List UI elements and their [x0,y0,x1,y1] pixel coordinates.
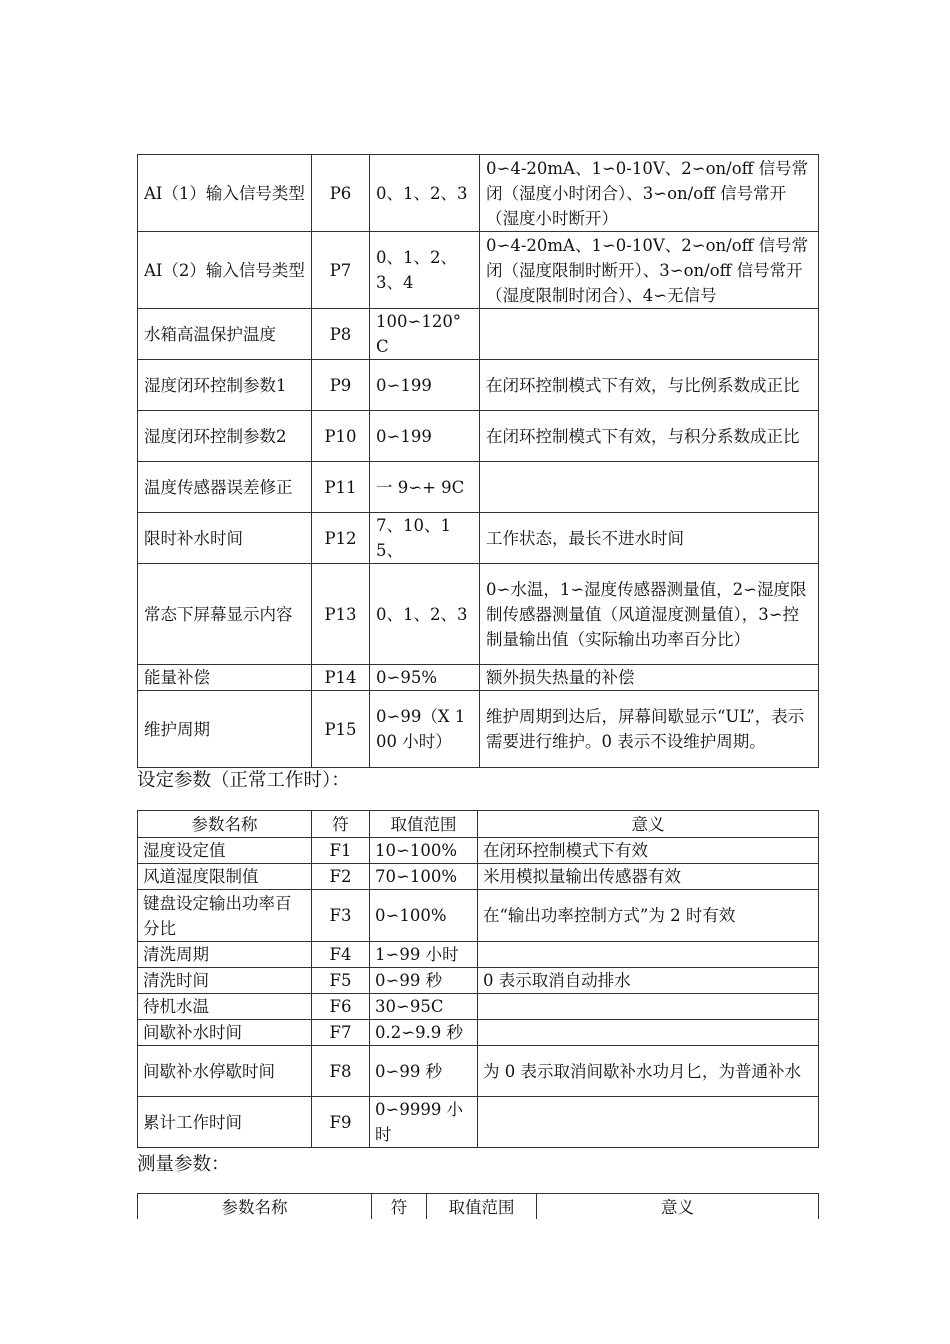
column-header-name: 参数名称 [138,1194,372,1221]
column-header-symbol: 符 [312,811,370,838]
param-symbol: P7 [312,232,370,309]
table-row [138,942,819,968]
param-range: 0∽9999 小时 [370,1097,478,1148]
table-row [138,309,819,360]
param-symbol: F9 [312,1097,370,1148]
param-meaning [480,462,819,513]
param-name: 间歇补水时间 [138,1020,312,1046]
param-name: 待机水温 [138,994,312,1020]
param-name: 间歇补水停歇时间 [138,1046,312,1097]
param-name: 湿度闭环控制参数2 [138,411,312,462]
param-symbol: F6 [312,994,370,1020]
param-symbol: P12 [312,513,370,564]
param-range: 0∽100% [370,890,478,942]
param-range: 0∽95% [370,665,480,691]
table-row [138,232,819,309]
table-row [138,462,819,513]
param-meaning: 为 0 表示取消间歇补水功月匕，为普通补水 [478,1046,819,1097]
table-row [138,513,819,564]
column-header-meaning: 意义 [478,811,819,838]
table-row [138,890,819,942]
param-symbol: P11 [312,462,370,513]
param-name: 湿度闭环控制参数1 [138,360,312,411]
param-meaning: 在闭环控制模式下有效，与比例系数成正比 [480,360,819,411]
table-row [138,1020,819,1046]
param-name: 风道湿度限制值 [138,864,312,890]
param-meaning: 维护周期到达后，屏幕间歇显示“UL”，表示需要进行维护。0 表示不设维护周期。 [480,691,819,768]
param-name: 限时补水时间 [138,513,312,564]
p-params-table [137,154,819,768]
param-symbol: F8 [312,1046,370,1097]
param-meaning: 额外损失热量的补偿 [480,665,819,691]
param-range: 10∽100% [370,838,478,864]
param-range: 0∽99 秒 [370,968,478,994]
param-name: AI（1）输入信号类型 [138,155,312,232]
param-symbol: F4 [312,942,370,968]
param-range: 7、10、15、 [370,513,480,564]
table-row [138,968,819,994]
param-range: 100∽120°C [370,309,480,360]
param-meaning: 工作状态，最长不进水时间 [480,513,819,564]
param-range: 0∽99（X 100 小时） [370,691,480,768]
param-range: 0.2∽9.9 秒 [370,1020,478,1046]
column-header-symbol: 符 [372,1194,427,1221]
table-row [138,564,819,665]
param-range: 70∽100% [370,864,478,890]
param-symbol: P14 [312,665,370,691]
param-meaning [480,309,819,360]
param-meaning: 0∽4-20mA、1∽0-10V、2∽on/off 信号常闭（湿度小时闭合）、3∽on/off 信号常开（湿度小时断开） [480,155,819,232]
param-symbol: F7 [312,1020,370,1046]
param-name: 常态下屏幕显示内容 [138,564,312,665]
param-symbol: P8 [312,309,370,360]
table-row [138,864,819,890]
column-header-meaning: 意义 [537,1194,819,1221]
param-meaning: 在闭环控制模式下有效，与积分系数成正比 [480,411,819,462]
param-range: 0∽199 [370,411,480,462]
param-name: 维护周期 [138,691,312,768]
param-symbol: F2 [312,864,370,890]
table-row [138,360,819,411]
param-meaning: 0 表示取消自动排水 [478,968,819,994]
param-meaning: 0∽水温，1∽湿度传感器测量值，2∽湿度限制传感器测量值（风道湿度测量值），3∽控制量输出值（实际输出功率百分比） [480,564,819,665]
f-params-table [137,810,819,1148]
table-row [138,411,819,462]
param-name: 键盘设定输出功率百分比 [138,890,312,942]
param-name: 累计工作时间 [138,1097,312,1148]
param-range: 1∽99 小时 [370,942,478,968]
param-symbol: P10 [312,411,370,462]
section-title-measurement: 测量参数： [137,1154,230,1175]
column-header-name: 参数名称 [138,811,312,838]
param-name: 清洗时间 [138,968,312,994]
table-header-row [138,1194,819,1221]
m-params-table [137,1193,819,1220]
param-range: 0∽199 [370,360,480,411]
param-meaning [478,1097,819,1148]
table-row [138,994,819,1020]
param-meaning: 0∽4-20mA、1∽0-10V、2∽on/off 信号常闭（湿度限制时断开）、3∽on/off 信号常开（湿度限制时闭合）、4∽无信号 [480,232,819,309]
param-symbol: P6 [312,155,370,232]
column-header-range: 取值范围 [427,1194,537,1221]
param-range: 一 9∽+ 9C [370,462,480,513]
page-bottom-margin [0,1219,950,1344]
param-range: 0、1、2、3、4 [370,232,480,309]
param-name: 温度传感器误差修正 [138,462,312,513]
section-title-settings: 设定参数（正常工作时）： [137,770,350,791]
table-row [138,1097,819,1148]
table-row [138,665,819,691]
table-row [138,838,819,864]
param-meaning [478,994,819,1020]
param-meaning: 在闭环控制模式下有效 [478,838,819,864]
param-symbol: P15 [312,691,370,768]
table-header-row [138,811,819,838]
param-name: 清洗周期 [138,942,312,968]
param-meaning [478,942,819,968]
param-name: 湿度设定值 [138,838,312,864]
param-name: 水箱高温保护温度 [138,309,312,360]
param-meaning [478,1020,819,1046]
table-row [138,691,819,768]
param-symbol: P13 [312,564,370,665]
param-meaning: 在“输出功率控制方式”为 2 时有效 [478,890,819,942]
table-row [138,1046,819,1097]
param-meaning: 米用模拟量输出传感器有效 [478,864,819,890]
param-range: 0、1、2、3 [370,564,480,665]
column-header-range: 取值范围 [370,811,478,838]
param-symbol: P9 [312,360,370,411]
param-name: AI（2）输入信号类型 [138,232,312,309]
param-range: 0、1、2、3 [370,155,480,232]
param-range: 30∽95C [370,994,478,1020]
param-symbol: F5 [312,968,370,994]
param-symbol: F3 [312,890,370,942]
param-name: 能量补偿 [138,665,312,691]
param-symbol: F1 [312,838,370,864]
param-range: 0∽99 秒 [370,1046,478,1097]
table-row [138,155,819,232]
